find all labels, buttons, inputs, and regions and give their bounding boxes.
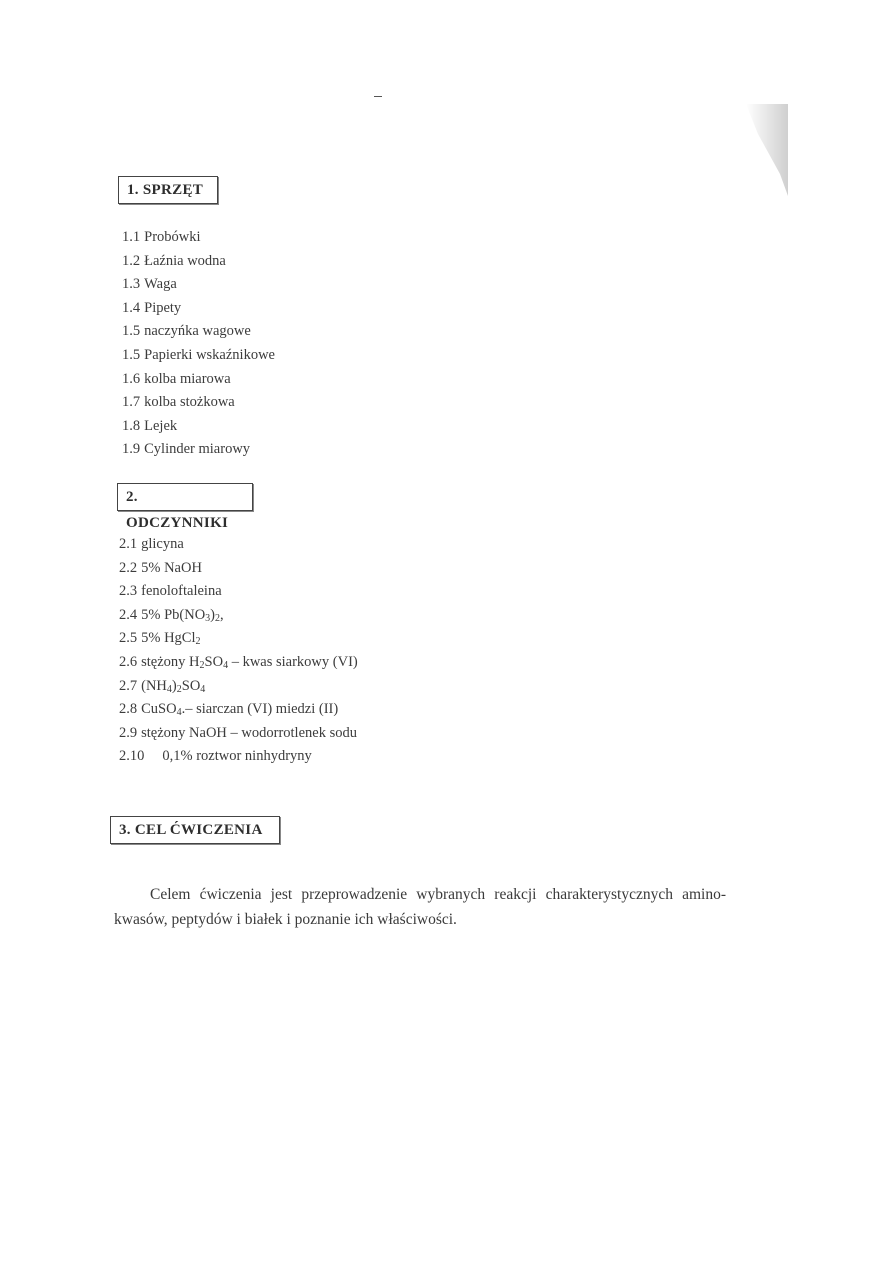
list-item (119, 698, 358, 722)
formula-part: ) (171, 677, 177, 694)
list-item (122, 250, 275, 274)
item-text: 5% NaOH (141, 559, 202, 576)
item-text: kolba miarowa (144, 370, 231, 387)
list-item (119, 651, 358, 675)
item-number: 2.2 (119, 559, 138, 576)
list-item (122, 391, 275, 415)
item-number: 2.7 (119, 677, 138, 694)
formula-part: (NH (141, 677, 167, 694)
formula-part: stężony H (141, 653, 200, 670)
list-item (119, 722, 358, 746)
item-number: 2.6 (119, 653, 138, 670)
item-text (141, 701, 338, 717)
formula-subscript: 4 (176, 707, 182, 719)
item-number: 2.3 (119, 583, 138, 600)
item-text: Probówki (144, 229, 201, 245)
list-item (119, 627, 358, 651)
item-number: 2.10 (119, 748, 145, 765)
section-title-goal: 3. CEL ĆWICZENIA (110, 816, 280, 844)
item-text: kolba stożkowa (144, 394, 235, 411)
item-number: 1.1 (122, 229, 141, 245)
formula-subscript: 4 (166, 683, 172, 695)
item-number: 1.7 (122, 394, 141, 411)
goal-text: Celem ćwiczenia jest przeprowadzenie wybranych reakcji charakterystycznych amino-kwasów, peptydów i białek i poznanie ich właściwości. (114, 885, 726, 928)
item-text: glicyna (141, 536, 184, 552)
item-number: 2.8 (119, 701, 138, 718)
item-number: 1.5 (122, 323, 141, 340)
item-text (141, 678, 205, 694)
item-number: 2.1 (119, 536, 138, 552)
item-number: 1.2 (122, 252, 141, 269)
formula-subscript: 4 (200, 683, 206, 695)
list-item (122, 320, 275, 344)
formula-part: 5% Pb(NO (141, 606, 206, 623)
list-item (119, 557, 358, 581)
list-item (122, 368, 275, 392)
item-number: 1.3 (122, 276, 141, 293)
list-item (122, 297, 275, 321)
list-item (119, 580, 358, 604)
formula-part: SO (204, 653, 224, 670)
item-number: 1.6 (122, 370, 141, 387)
formula-subscript: 2 (195, 636, 201, 648)
formula-part: ) (210, 606, 216, 623)
list-item (119, 533, 358, 557)
item-text: Łaźnia wodna (144, 252, 226, 269)
formula-subscript: 2 (215, 612, 221, 624)
formula-part: CuSO (141, 701, 177, 718)
item-text: Cylinder miarowy (144, 441, 251, 458)
item-text: Papierki wskaźnikowe (144, 346, 275, 363)
item-text: fenoloftaleina (141, 583, 222, 600)
list-item (122, 226, 275, 250)
formula-part: .– siarczan (VI) miedzi (II) (181, 701, 339, 718)
formula-part: 5% HgCl (141, 630, 196, 647)
goal-paragraph (114, 882, 726, 932)
formula-subscript: 2 (176, 683, 182, 695)
formula-part: – kwas siarkowy (VI) (228, 653, 358, 670)
item-text: stężony NaOH – wodorrotlenek sodu (141, 724, 357, 741)
section-title-equipment: 1. SPRZĘT (118, 176, 218, 204)
list-item (122, 438, 275, 462)
list-item (119, 604, 358, 628)
scan-mark (374, 96, 382, 97)
item-number: 2.9 (119, 724, 138, 741)
item-text: naczyńka wagowe (144, 323, 251, 340)
reagents-list (119, 533, 358, 769)
formula-part: SO (181, 677, 201, 694)
item-text: 0,1% roztwor ninhydryny (162, 748, 312, 765)
item-number: 1.4 (122, 299, 141, 316)
list-item (122, 344, 275, 368)
item-number: 1.9 (122, 441, 141, 458)
formula-subscript: 2 (199, 659, 205, 671)
section-title-reagents: 2. ODCZYNNIKI (117, 483, 253, 511)
item-text (141, 654, 358, 670)
equipment-list (122, 226, 275, 462)
formula-subscript: 4 (223, 659, 229, 671)
formula-part: , (220, 606, 224, 623)
item-number: 2.4 (119, 606, 138, 623)
item-number: 1.5 (122, 346, 141, 363)
item-number: 1.8 (122, 417, 141, 434)
formula-subscript: 3 (205, 612, 211, 624)
page-corner-shadow (740, 104, 788, 196)
list-item (122, 273, 275, 297)
item-text: Waga (144, 276, 177, 293)
item-text: Pipety (144, 299, 182, 316)
list-item (119, 675, 358, 699)
item-number: 2.5 (119, 630, 138, 647)
item-text (141, 630, 200, 646)
item-text: Lejek (144, 417, 178, 434)
list-item (122, 415, 275, 439)
list-item (119, 745, 358, 769)
item-text (141, 607, 224, 623)
